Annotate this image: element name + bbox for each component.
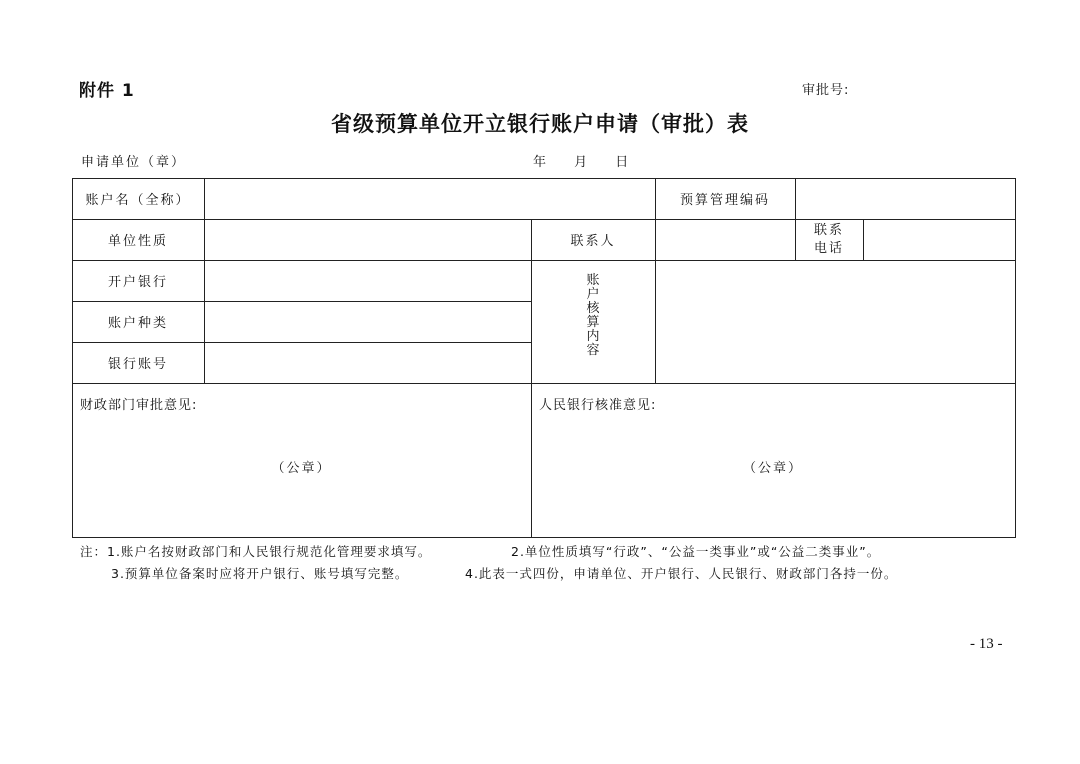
- account-number-label: 银行账号: [107, 357, 168, 372]
- contact-phone-label: 联系电话: [813, 222, 844, 256]
- bank-field[interactable]: [205, 261, 531, 301]
- contact-person-field[interactable]: [656, 220, 795, 260]
- application-form-table: [72, 178, 1016, 538]
- approval-number-label: 审批号:: [802, 83, 850, 98]
- bank-label: 开户银行: [107, 275, 168, 290]
- pboc-seal-label: （公章）: [742, 461, 803, 476]
- account-name-label: 账户名（全称）: [85, 193, 191, 208]
- budget-code-label: 预算管理编码: [679, 193, 770, 208]
- account-number-field[interactable]: [205, 343, 531, 383]
- finance-seal-label: （公章）: [271, 461, 332, 476]
- row-divider: [72, 383, 1016, 384]
- finance-opinion-label: 财政部门审批意见:: [80, 398, 198, 413]
- unit-nature-label: 单位性质: [107, 234, 168, 249]
- account-type-label: 账户种类: [107, 316, 168, 331]
- table-border-bottom: [72, 537, 1016, 538]
- form-title: 省级预算单位开立银行账户申请（审批）表: [331, 112, 749, 136]
- note-3: 3.预算单位备案时应将开户银行、账号填写完整。: [111, 566, 409, 581]
- page-number: - 13 -: [970, 636, 1003, 652]
- accounting-content-field[interactable]: [656, 261, 1015, 383]
- pboc-opinion-label: 人民银行核准意见:: [539, 398, 657, 413]
- account-type-field[interactable]: [205, 302, 531, 342]
- contact-phone-field[interactable]: [864, 220, 1015, 260]
- account-name-field[interactable]: [205, 179, 655, 219]
- note-4: 4.此表一式四份，申请单位、开户银行、人民银行、财政部门各持一份。: [465, 566, 898, 581]
- attachment-label: 附件 1: [79, 81, 135, 101]
- accounting-content-label: 账户核算内容: [586, 273, 600, 358]
- unit-nature-field[interactable]: [205, 220, 531, 260]
- column-divider: [531, 219, 532, 537]
- applicant-unit-label: 申请单位（章）: [81, 155, 187, 170]
- note-2: 2.单位性质填写“行政”、“公益一类事业”或“公益二类事业”。: [511, 544, 881, 559]
- table-border-right: [1015, 178, 1016, 538]
- budget-code-field[interactable]: [796, 179, 1015, 219]
- note-1: 注：1.账户名按财政部门和人民银行规范化管理要求填写。: [80, 544, 432, 559]
- contact-person-label: 联系人: [570, 234, 616, 249]
- date-label: 年 月 日: [533, 155, 641, 170]
